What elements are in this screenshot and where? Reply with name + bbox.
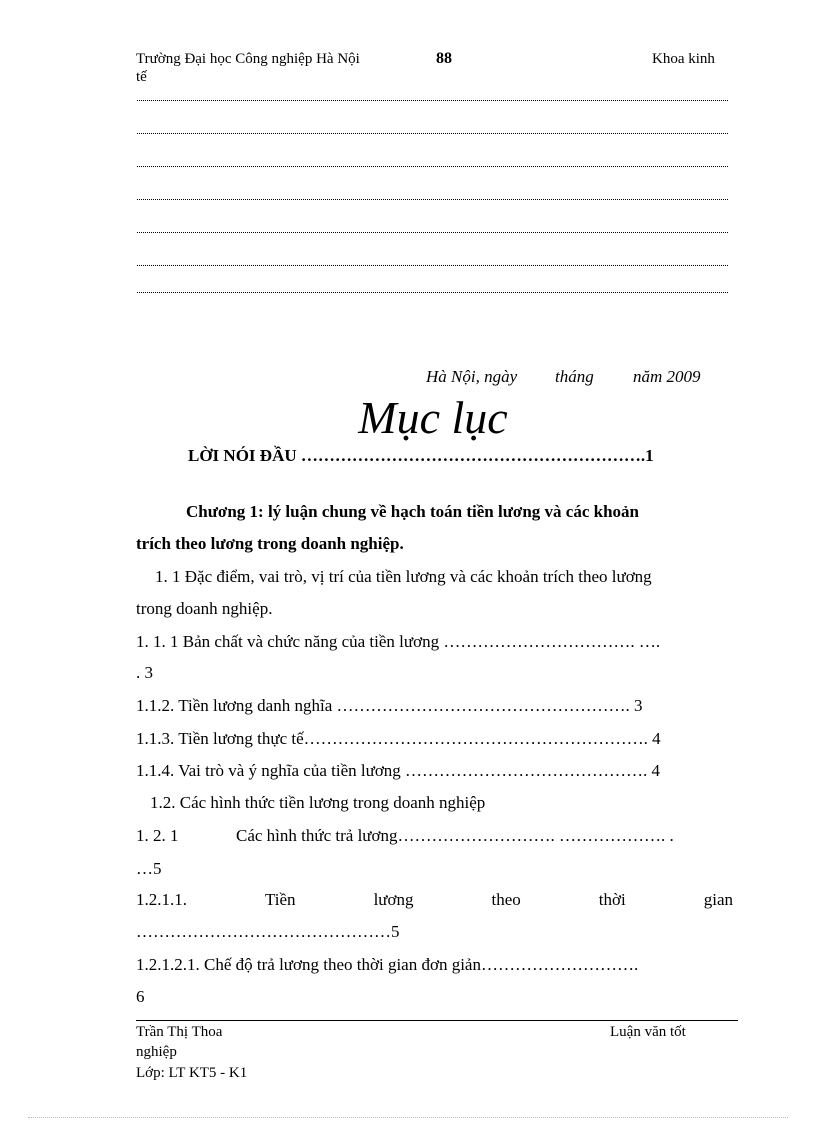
footer-author: Trần Thị Thoa [136, 1024, 223, 1040]
footer-rule [136, 1020, 738, 1021]
toc-word: lương [373, 890, 414, 909]
toc-section-1-2: 1.2. Các hình thức tiền lương trong doanh nghiệp [150, 793, 486, 812]
dotted-line [137, 133, 728, 134]
footer-thesis: Luận văn tốt [610, 1024, 686, 1040]
date-place-day: Hà Nội, ngày [426, 367, 518, 386]
date-month: tháng [555, 367, 594, 386]
toc-word: 1.2.1.1. [136, 890, 187, 909]
toc-word: gian [703, 890, 733, 909]
dotted-line [137, 166, 728, 167]
footer-class: Lớp: LT KT5 - K1 [136, 1065, 248, 1081]
toc-section-1-1-4: 1.1.4. Vai trò và ý nghĩa của tiền lương ……………………………………. 4 [136, 761, 661, 780]
toc-section-1-1-3: 1.1.3. Tiền lương thực tế……………………………………………………. 4 [136, 729, 661, 748]
toc-section-1-1-1-line1: 1. 1. 1 Bản chất và chức năng của tiền lương ……………………………. …. [136, 632, 661, 651]
toc-section-1-2-1-2-1-page: 6 [136, 987, 145, 1006]
toc-section-1-2-1-1-line2: ………………………………………5 [136, 922, 400, 941]
page-title: Mục lục [358, 392, 508, 443]
toc-chapter1-line2: trích theo lương trong doanh nghiệp. [136, 534, 404, 553]
header-department-continued: tế [136, 69, 147, 85]
page-edge-divider [28, 1117, 788, 1118]
dotted-line [137, 265, 728, 266]
footer-thesis-continued: nghiệp [136, 1044, 177, 1060]
dotted-line [137, 199, 728, 200]
dotted-line [137, 232, 728, 233]
toc-section-1-2-1-2-1-line1: 1.2.1.2.1. Chế độ trả lương theo thời gian đơn giản………………………. [136, 955, 639, 974]
toc-word: thời [598, 890, 626, 909]
header-page-number: 88 [436, 50, 452, 67]
dotted-line [137, 100, 728, 101]
header-school: Trường Đại học Công nghiệp Hà Nội [136, 51, 360, 67]
toc-section-1-2-1-page: …5 [136, 859, 162, 878]
toc-word: theo [491, 890, 521, 909]
toc-section-1-1-1-line2: . 3 [136, 663, 153, 682]
date-year: năm 2009 [633, 367, 701, 386]
toc-intro: LỜI NÓI ĐẦU …………………………………………………….1 [188, 446, 654, 465]
toc-section-1-2-1-1-line1 [136, 890, 733, 910]
toc-section-1-1-line1: 1. 1 Đặc điểm, vai trò, vị trí của tiền lương và các khoản trích theo lương [155, 567, 652, 586]
toc-chapter1-line1: Chương 1: lý luận chung về hạch toán tiền lương và các khoản [186, 502, 639, 521]
toc-section-1-1-2: 1.1.2. Tiền lương danh nghĩa ……………………………………………. 3 [136, 696, 643, 715]
header-department: Khoa kinh [652, 51, 715, 67]
toc-section-1-2-1-number: 1. 2. 1 [136, 826, 179, 845]
toc-section-1-1-line2: trong doanh nghiệp. [136, 599, 273, 618]
toc-section-1-2-1-text: Các hình thức trả lương………………………. ………………. . [236, 826, 674, 845]
toc-word: Tiền [265, 890, 296, 909]
dotted-line [137, 292, 728, 293]
